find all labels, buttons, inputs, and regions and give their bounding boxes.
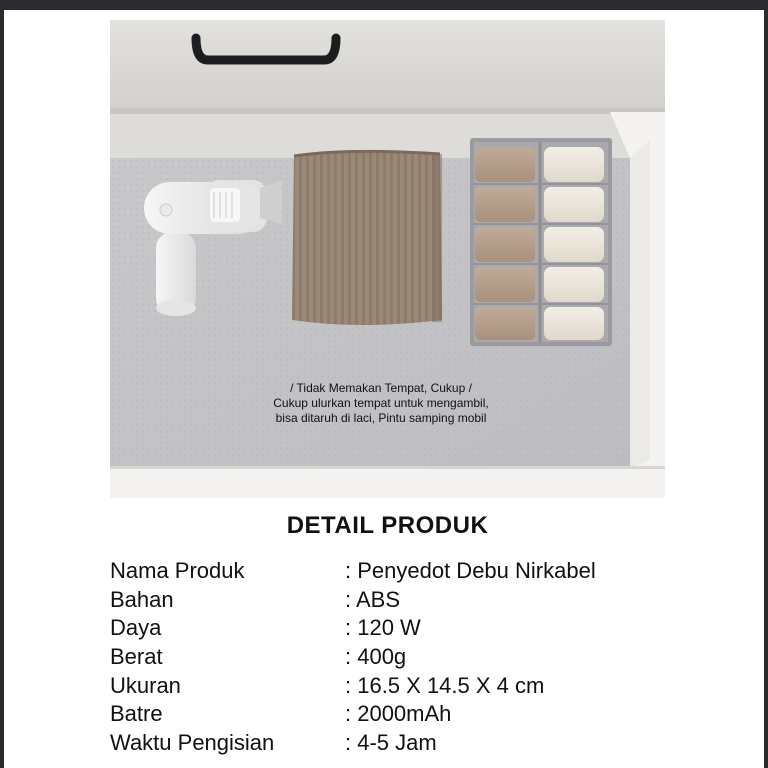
- spec-row-berat: [110, 643, 710, 672]
- spec-label: Daya: [110, 615, 162, 641]
- spec-value: : 400g: [345, 644, 407, 670]
- spec-label: Nama Produk: [110, 558, 245, 583]
- spec-label: Batre: [110, 701, 163, 727]
- spec-value: : 4-5 Jam: [345, 730, 437, 756]
- photo-caption: [200, 381, 562, 426]
- spec-row-batre: [110, 700, 710, 729]
- caption-line-2: Cukup ulurkan tempat untuk mengambil,: [273, 396, 489, 410]
- frame-top-border: [0, 0, 768, 10]
- spec-row-waktu-pengisian: [110, 729, 710, 758]
- caption-line-1: / Tidak Memakan Tempat, Cukup /: [290, 381, 472, 395]
- spec-label: Bahan: [110, 586, 174, 612]
- section-title: DETAIL PRODUK: [286, 512, 489, 539]
- spec-label: Ukuran: [110, 672, 181, 698]
- spec-row-daya: [110, 614, 710, 643]
- spec-label: Berat: [110, 644, 163, 670]
- spec-value: : 120 W: [345, 615, 421, 641]
- spec-row-nama-produk: [110, 557, 710, 586]
- frame-right-border: [764, 0, 768, 768]
- spec-value: : 16.5 X 14.5 X 4 cm: [345, 672, 545, 698]
- frame-left-border: [0, 0, 4, 768]
- caption-line-3: bisa ditaruh di laci, Pintu samping mobil: [275, 411, 487, 425]
- spec-value: : Penyedot Debu Nirkabel: [345, 558, 596, 583]
- product-photo-drawer: [110, 20, 665, 498]
- spec-label: Waktu Pengisian: [110, 730, 275, 756]
- spec-list: [110, 557, 710, 758]
- spec-row-bahan: [110, 586, 710, 615]
- spec-row-ukuran: [110, 672, 710, 701]
- spec-value: : ABS: [345, 586, 401, 612]
- spec-value: : 2000mAh: [345, 701, 452, 727]
